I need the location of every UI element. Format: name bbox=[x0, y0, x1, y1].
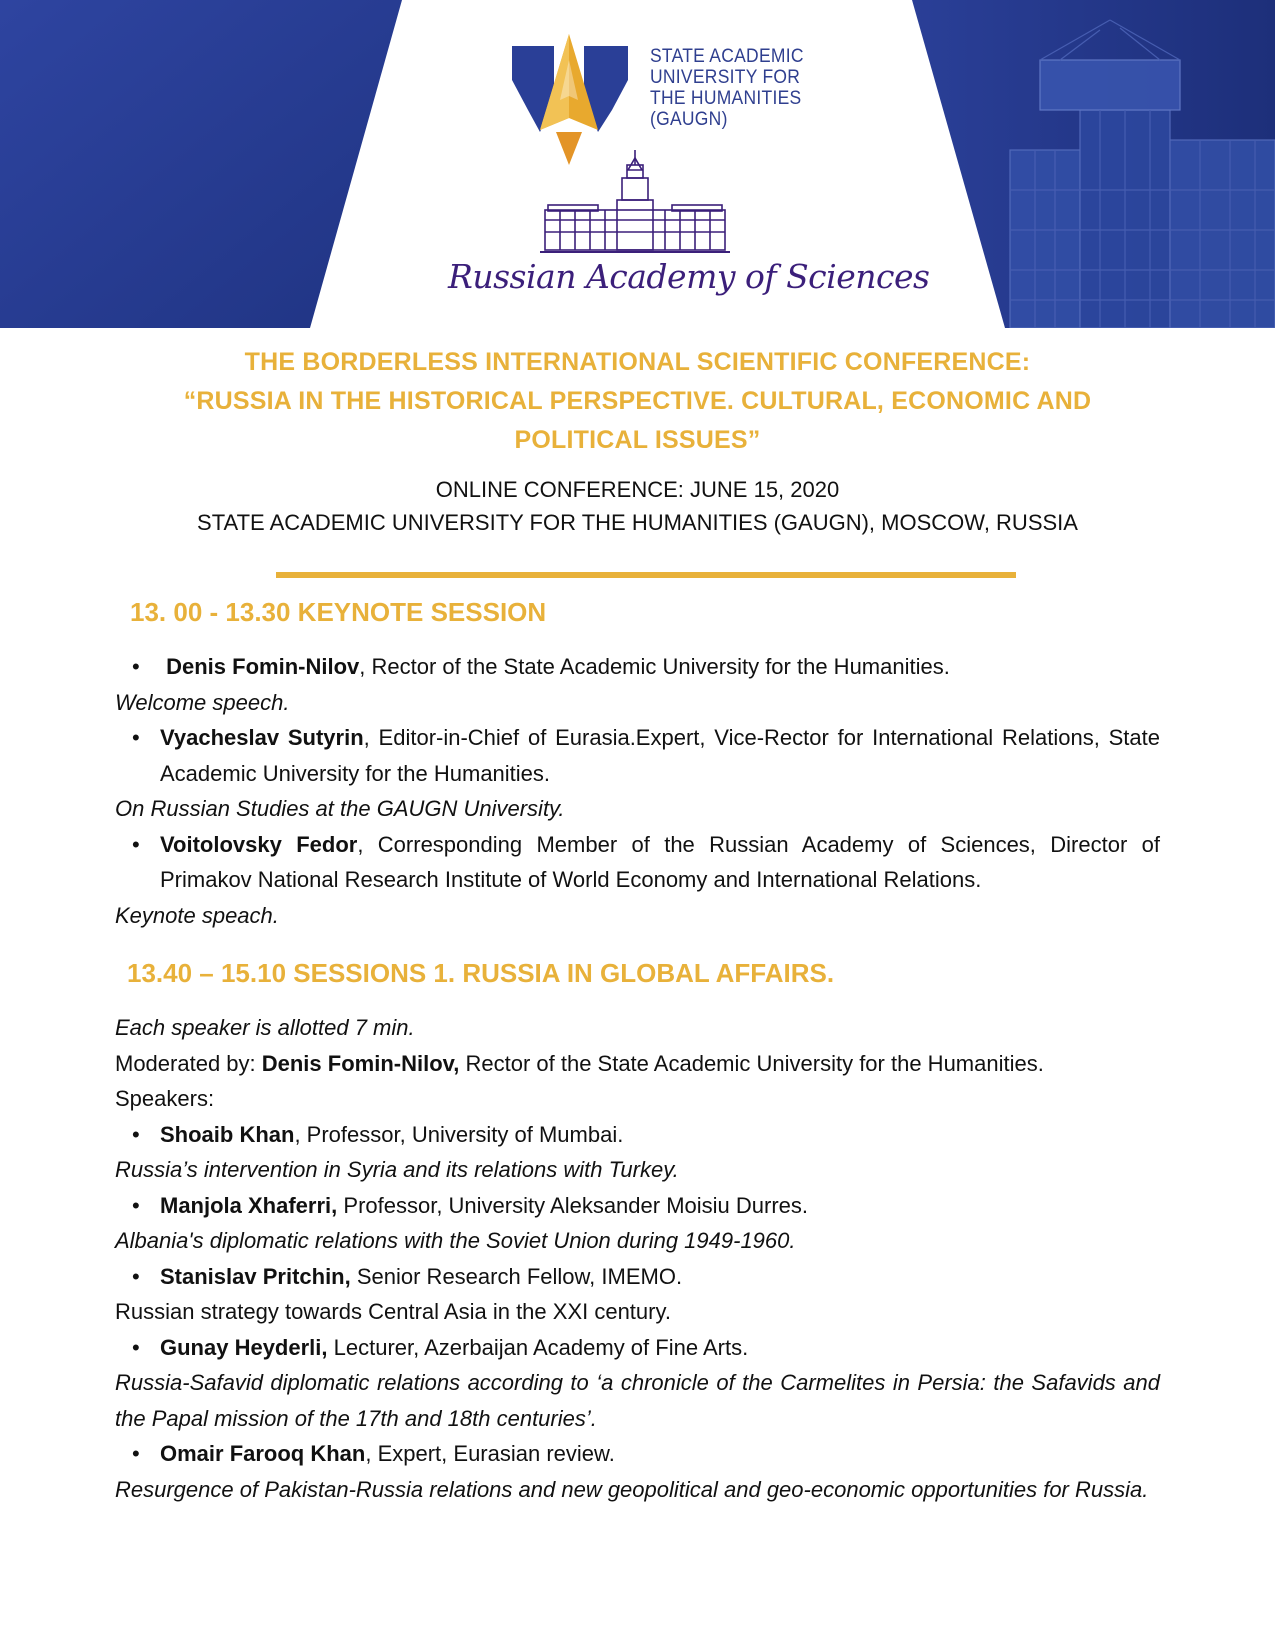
divider-rule bbox=[276, 572, 1016, 578]
title-line-2: “RUSSIA IN THE HISTORICAL PERSPECTIVE. CULTURAL, ECONOMIC AND bbox=[183, 387, 1092, 415]
talk-topic: Keynote speach. bbox=[115, 902, 279, 928]
speaker-name: Stanislav Pritchin, bbox=[160, 1263, 351, 1289]
logo-line-4: (GAUGN) bbox=[650, 109, 728, 130]
talk-topic: Russian strategy towards Central Asia in the XXI century. bbox=[115, 1299, 671, 1324]
header-banner bbox=[0, 0, 1275, 328]
list-item bbox=[115, 649, 1160, 685]
talk-topic: Russia’s intervention in Syria and its relations with Turkey. bbox=[115, 1157, 679, 1182]
keynote-heading: 13. 00 - 13.30 KEYNOTE SESSION bbox=[130, 597, 547, 627]
subtitle-date: ONLINE CONFERENCE: JUNE 15, 2020 bbox=[435, 477, 840, 502]
conference-title bbox=[0, 343, 1275, 460]
keynote-list bbox=[115, 649, 1160, 933]
talk-topic: Russia-Safavid diplomatic relations according to ‘a chronicle of the Carmelites in Persia: the Safavids and the Papal mission of the 17th and 18th centuries’. bbox=[115, 1370, 1160, 1431]
speaker-role: Senior Research Fellow, IMEMO. bbox=[350, 1263, 683, 1289]
ras-building-icon bbox=[540, 150, 730, 252]
speaker-role: , Corresponding Member of the Russian Academy of Sciences, Director of Primakov National Research Institute of World Economy and International Relations. bbox=[160, 831, 1160, 892]
session1-list bbox=[115, 1010, 1160, 1507]
title-line-3: POLITICAL ISSUES” bbox=[514, 426, 761, 454]
moderated-label: Moderated by: bbox=[115, 1050, 262, 1076]
list-item bbox=[115, 827, 1160, 898]
list-item bbox=[115, 1259, 1160, 1295]
speaker-role: , Professor, University of Mumbai. bbox=[294, 1121, 624, 1147]
speakers-label: Speakers: bbox=[115, 1086, 215, 1111]
ras-logo-text: Russian Academy of Sciences bbox=[448, 257, 930, 296]
moderator-line bbox=[115, 1046, 1160, 1082]
talk-topic: Welcome speech. bbox=[115, 689, 290, 715]
speaker-name: Shoaib Khan bbox=[160, 1121, 295, 1147]
speaker-role: Lecturer, Azerbaijan Academy of Fine Arts. bbox=[327, 1334, 749, 1360]
talk-topic: Albania's diplomatic relations with the Soviet Union during 1949-1960. bbox=[115, 1228, 796, 1253]
moderator-name: Denis Fomin-Nilov, bbox=[261, 1050, 460, 1076]
speaker-name: Gunay Heyderli, bbox=[160, 1334, 328, 1360]
list-item bbox=[115, 1436, 1160, 1472]
gaugn-logo-icon bbox=[512, 34, 628, 165]
speaker-role: , Expert, Eurasian review. bbox=[365, 1441, 615, 1466]
logo-line-2: UNIVERSITY FOR bbox=[650, 67, 801, 88]
logo-line-1: STATE ACADEMIC bbox=[650, 46, 804, 67]
list-item bbox=[115, 1117, 1160, 1153]
speaker-name: Voitolovsky Fedor bbox=[160, 831, 358, 857]
talk-topic: On Russian Studies at the GAUGN University. bbox=[115, 796, 565, 821]
speaker-role: , Editor-in-Chief of Eurasia.Expert, Vice-Rector for International Relations, State Academic University for the Humanities. bbox=[160, 725, 1160, 786]
list-item bbox=[115, 1330, 1160, 1366]
speaker-name: Manjola Xhaferri, bbox=[160, 1192, 338, 1218]
speaker-role: , Rector of the State Academic University for the Humanities. bbox=[359, 654, 950, 679]
conference-subtitle bbox=[0, 473, 1275, 539]
moderator-role: Rector of the State Academic University for the Humanities. bbox=[459, 1050, 1044, 1076]
list-item bbox=[115, 1188, 1160, 1224]
session1-heading: 13.40 – 15.10 SESSIONS 1. RUSSIA IN GLOBAL AFFAIRS. bbox=[127, 958, 835, 988]
allotted-note: Each speaker is allotted 7 min. bbox=[115, 1015, 415, 1040]
speaker-role: Professor, University Aleksander Moisiu Durres. bbox=[337, 1192, 809, 1218]
talk-topic: Resurgence of Pakistan-Russia relations and new geopolitical and geo-economic opportunities for Russia. bbox=[115, 1476, 1149, 1502]
left-blue-panel bbox=[0, 0, 402, 328]
title-line-1: THE BORDERLESS INTERNATIONAL SCIENTIFIC CONFERENCE: bbox=[244, 348, 1031, 376]
list-item bbox=[115, 720, 1160, 791]
subtitle-venue: STATE ACADEMIC UNIVERSITY FOR THE HUMANITIES (GAUGN), MOSCOW, RUSSIA bbox=[197, 510, 1078, 535]
speaker-name: Vyacheslav Sutyrin bbox=[160, 725, 364, 750]
university-logo-text bbox=[650, 46, 804, 130]
speaker-name: Omair Farooq Khan bbox=[160, 1441, 366, 1466]
speaker-name: Denis Fomin-Nilov bbox=[166, 654, 360, 679]
logo-line-3: THE HUMANITIES bbox=[650, 88, 802, 109]
